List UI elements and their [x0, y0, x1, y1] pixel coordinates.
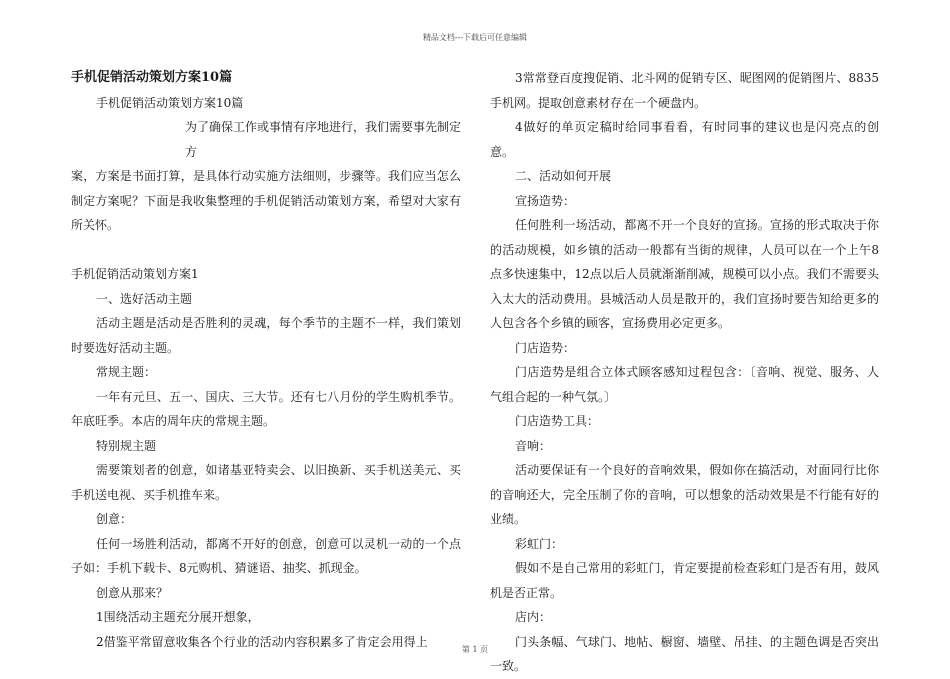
heading-regular-theme: 常规主题： [96, 365, 157, 379]
paragraph-regular-theme: 一年有元旦、五一、国庆、三大节。还有七八月份的学生购机季节。年底旺季。本店的周年庆的常规主题。 [71, 389, 461, 428]
heading-audio: 音响： [515, 438, 552, 453]
page-header: 精品文档---下载后可任意编辑 [422, 33, 528, 42]
paragraph-store-atmosphere: 门店造势是组合立体式顾客感知过程包含：〔音响、视觉、服务、人气组合起的一种气氛。〕 [490, 365, 879, 404]
list-item-1: 1围绕活动主题充分展开想象， [96, 610, 260, 624]
paragraph-rainbow-arch: 假如不是自己常用的彩虹门，肯定要提前检查彩虹门是否有用，鼓风机是否正常。 [490, 561, 879, 600]
heading-in-store: 店内： [515, 610, 552, 624]
intro-paragraph-line1: 为了确保工作或事情有序地进行，我们需要事先制定方 [185, 120, 462, 159]
paragraph-in-store: 门头条幅、气球门、地帖、橱窗、墙壁、吊挂、的主题色调是否突出一致。 [490, 634, 879, 673]
paragraph-promotion: 任何胜利一场活动，都离不开一个良好的宣扬。宣扬的形式取决于你的活动规模，如乡镇的活动一般都有当街的规律，人员可以在一个上午8点多快速集中，12点以后人员就渐渐削减，规模可以小点。我们不需要头入太大的活动费用。县城活动人员是散开的，我们宣扬时要告知给更多的人包含各个乡镇的顾客，宣扬费用必定更多。 [490, 218, 879, 330]
heading-rainbow-arch: 彩虹门： [515, 536, 564, 551]
heading-promotion: 宣扬造势： [515, 193, 576, 208]
list-item-4: 4做好的单页定稿时给同事看看，有时同事的建议也是闪亮点的创意。 [490, 120, 879, 159]
left-column [71, 66, 461, 654]
heading-special-theme: 特别规主题 [96, 438, 157, 453]
document-subtitle: 手机促销活动策划方案10篇 [96, 95, 244, 110]
heading-creative: 创意： [96, 512, 133, 526]
page-footer: 第 1 页 [461, 645, 489, 654]
heading-creative-source: 创意从那来？ [96, 585, 169, 600]
paragraph-audio: 活动要保证有一个良好的音响效果，假如你在搞活动，对面同行比你的音响还大，完全压制了你的音响，可以想象的活动效果是不行能有好的业绩。 [490, 463, 879, 526]
right-column [490, 66, 879, 679]
section-title: 手机促销活动策划方案1 [71, 267, 199, 281]
heading-theme: 一、选好活动主题 [96, 291, 193, 306]
spacer [71, 238, 461, 263]
heading-store-atmosphere: 门店造势： [515, 340, 576, 355]
intro-paragraph: 案，方案是书面打算，是具体行动实施方法细则，步骤等。我们应当怎么制定方案呢？下面是我收集整理的手机促销活动策划方案，希望对大家有所关怀。 [71, 169, 461, 232]
heading-how-to-run: 二、活动如何开展 [515, 169, 612, 183]
paragraph-creative: 任何一场胜利活动，都离不开好的创意，创意可以灵机一动的一个点子如：手机下载卡、8元购机、猜谜语、抽奖、抓现金。 [71, 536, 461, 575]
document-title: 手机促销活动策划方案10篇 [71, 70, 233, 85]
paragraph-special-theme: 需要策划者的创意，如诸基亚特卖会、以旧换新、买手机送美元、买手机送电视、买手机推车来。 [71, 463, 461, 502]
list-item-3: 3常常登百度搜促销、北斗网的促销专区、昵图网的促销图片、8835手机网。提取创意素材存在一个硬盘内。 [490, 71, 879, 110]
list-item-2: 2借鉴平常留意收集各个行业的活动内容积累多了肯定会用得上 [96, 634, 428, 649]
heading-store-tools: 门店造势工具： [515, 414, 600, 428]
paragraph-theme: 活动主题是活动是否胜利的灵魂，每个季节的主题不一样，我们策划时要选好活动主题。 [71, 316, 461, 355]
